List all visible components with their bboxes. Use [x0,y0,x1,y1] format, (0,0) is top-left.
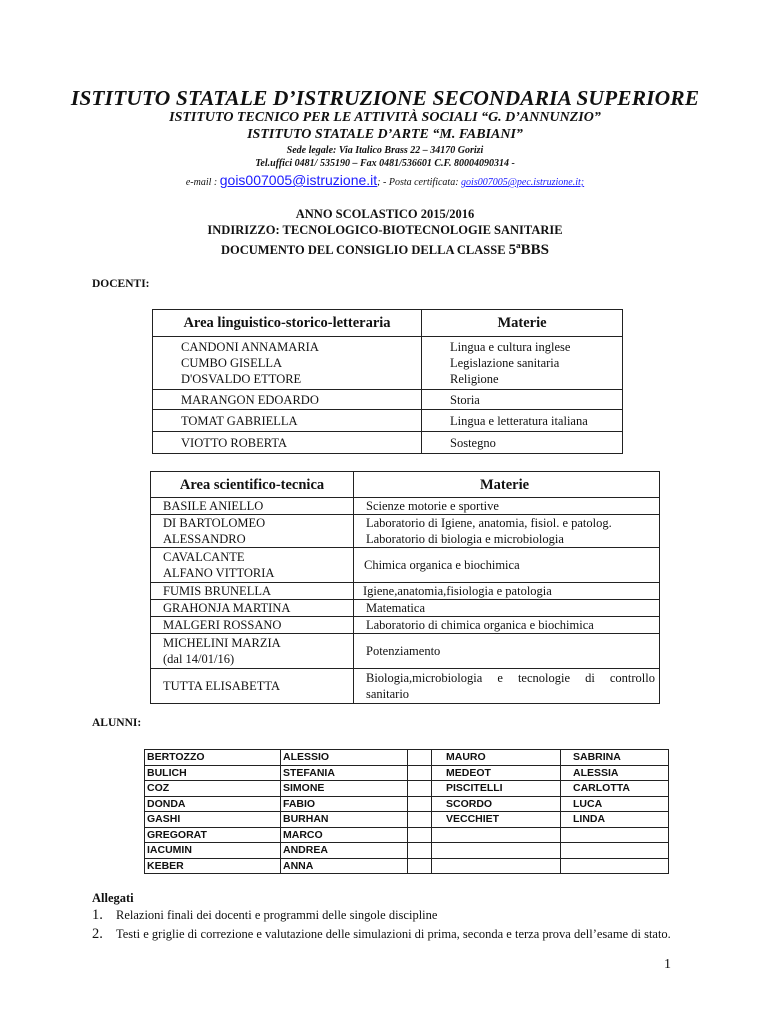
teacher-name: TUTTA ELISABETTA [151,669,354,704]
teacher-name: MARANGON EDOARDO [153,390,422,410]
student-name: STEFANIA [281,765,408,781]
allegati-number: 2. [92,926,103,942]
teacher-name: DI BARTOLOMEO ALESSANDRO [151,515,354,548]
empty-cell [408,812,432,828]
empty-cell [408,750,432,766]
teacher-subject: Potenziamento [354,634,660,669]
student-name [561,858,669,874]
column-header-area: Area scientifico-tecnica [151,472,354,498]
student-surname [432,827,561,843]
empty-cell [408,827,432,843]
table-row [145,781,669,797]
pec-label: ; - Posta certificata: [377,177,459,188]
student-name: BURHAN [281,812,408,828]
student-name: SABRINA [561,750,669,766]
institute-phone: Tel.uffici 0481/ 535190 – Fax 0481/536601 C.F. 80004090314 - [255,158,515,169]
school-year: ANNO SCOLASTICO 2015/2016 [295,207,475,221]
student-name: CARLOTTA [561,781,669,797]
student-surname: VECCHIET [432,812,561,828]
empty-cell [408,843,432,859]
students-table [144,749,669,874]
empty-cell [408,765,432,781]
teacher-subject: Laboratorio di chimica organica e biochimica [354,617,660,634]
student-name: LINDA [561,812,669,828]
teacher-subject: Scienze motorie e sportive [354,498,660,515]
student-name [561,827,669,843]
student-surname [432,843,561,859]
teacher-name: CUMBO GISELLA [153,355,422,371]
teacher-name: VIOTTO ROBERTA [153,432,422,454]
student-surname: GREGORAT [145,827,281,843]
indirizzo: INDIRIZZO: TECNOLOGICO-BIOTECNOLOGIE SANITARIE [207,223,563,237]
student-surname: MAURO [432,750,561,766]
table-row [145,827,669,843]
student-surname [432,858,561,874]
teacher-subject: Legislazione sanitaria [450,356,560,370]
student-surname: SCORDO [432,796,561,812]
student-name: ALESSIO [281,750,408,766]
table-row [151,600,660,617]
email-link[interactable]: gois007005@istruzione.it [219,172,378,188]
teacher-subject: Lingua e letteratura italiana [422,410,623,432]
allegati-text: Testi e griglie di correzione e valutazione delle simulazioni di prima, seconda e terza prova dell’esame di stato. [116,927,671,941]
teachers-table-linguistic [152,309,623,454]
student-surname: BERTOZZO [145,750,281,766]
teacher-subject: Storia [422,390,623,410]
table-row [151,498,660,515]
teacher-name: CANDONI ANNAMARIA [153,337,422,356]
table-row [151,634,660,669]
class-name: 5ªBBS [508,242,550,258]
teacher-subject: Sostegno [422,432,623,454]
document-heading [0,242,770,259]
teacher-name: MALGERI ROSSANO [151,617,354,634]
alunni-label: ALUNNI: [92,717,142,729]
table-row [153,371,623,390]
teacher-subject: Igiene,anatomia,fisiologia e patologia [354,583,660,600]
student-surname: KEBER [145,858,281,874]
allegati-number: 1. [92,907,103,923]
column-header-subject: Materie [354,472,660,498]
teacher-name: CAVALCANTE ALFANO VITTORIA [151,548,354,583]
student-surname: MEDEOT [432,765,561,781]
table-row [145,765,669,781]
teacher-name: MICHELINI MARZIA (dal 14/01/16) [151,634,354,669]
table-row [151,583,660,600]
empty-cell [408,781,432,797]
allegati-item [92,907,437,924]
student-name: SIMONE [281,781,408,797]
column-header-area: Area linguistico-storico-letteraria [153,310,422,337]
document-title: DOCUMENTO DEL CONSIGLIO DELLA CLASSE [220,243,506,257]
table-row [153,337,623,356]
table-row [153,390,623,410]
teacher-subject: Religione [450,372,499,386]
student-surname: BULICH [145,765,281,781]
institute-address: Sede legale: Via Italico Brass 22 – 34170 Gorizi [286,145,484,156]
table-row [145,796,669,812]
table-row [151,515,660,548]
student-surname: PISCITELLI [432,781,561,797]
table-row [153,355,623,371]
teacher-subject: Chimica organica e biochimica [354,548,660,583]
table-row [145,858,669,874]
teacher-subject: Biologia,microbiologia e tecnologie di controllo sanitario [354,669,660,704]
allegati-label: Allegati [92,891,134,905]
institute-contacts [0,172,770,188]
table-row [151,617,660,634]
student-name: MARCO [281,827,408,843]
student-name [561,843,669,859]
student-name: ANDREA [281,843,408,859]
student-surname: COZ [145,781,281,797]
table-row [145,750,669,766]
empty-cell [408,858,432,874]
institute-subtitle-1: ISTITUTO TECNICO PER LE ATTIVITÀ SOCIALI “G. D’ANNUNZIO” [169,110,601,125]
institute-subtitle-2: ISTITUTO STATALE D’ARTE “M. FABIANI” [247,127,523,142]
teacher-subject: Laboratorio di Igiene, anatomia, fisiol. e patolog. Laboratorio di biologia e microbiologia [354,515,660,548]
teacher-name: TOMAT GABRIELLA [153,410,422,432]
table-header-row [151,472,660,498]
page-number: 1 [664,957,671,972]
student-name: ANNA [281,858,408,874]
allegati-item [92,926,671,943]
teacher-name: D'OSVALDO ETTORE [153,371,422,390]
student-surname: IACUMIN [145,843,281,859]
student-name: FABIO [281,796,408,812]
student-name: LUCA [561,796,669,812]
institute-title: ISTITUTO STATALE D’ISTRUZIONE SECONDARIA SUPERIORE [70,86,700,110]
pec-link[interactable]: gois007005@pec.istruzione.it; [461,177,585,188]
allegati-text: Relazioni finali dei docenti e programmi delle singole discipline [116,908,438,922]
table-row [153,432,623,454]
teacher-name: GRAHONJA MARTINA [151,600,354,617]
table-row [151,669,660,704]
email-label: e-mail : [185,177,218,188]
table-row [145,843,669,859]
teachers-table-scientific [150,471,660,704]
table-row [153,410,623,432]
teacher-subject: Matematica [354,600,660,617]
teacher-name: FUMIS BRUNELLA [151,583,354,600]
table-row [151,548,660,583]
student-surname: DONDA [145,796,281,812]
student-surname: GASHI [145,812,281,828]
empty-cell [408,796,432,812]
table-row [145,812,669,828]
student-name: ALESSIA [561,765,669,781]
column-header-subject: Materie [422,310,623,337]
teacher-name: BASILE ANIELLO [151,498,354,515]
teacher-subject: Lingua e cultura inglese [450,340,571,354]
docenti-label: DOCENTI: [92,278,150,290]
table-header-row [153,310,623,337]
